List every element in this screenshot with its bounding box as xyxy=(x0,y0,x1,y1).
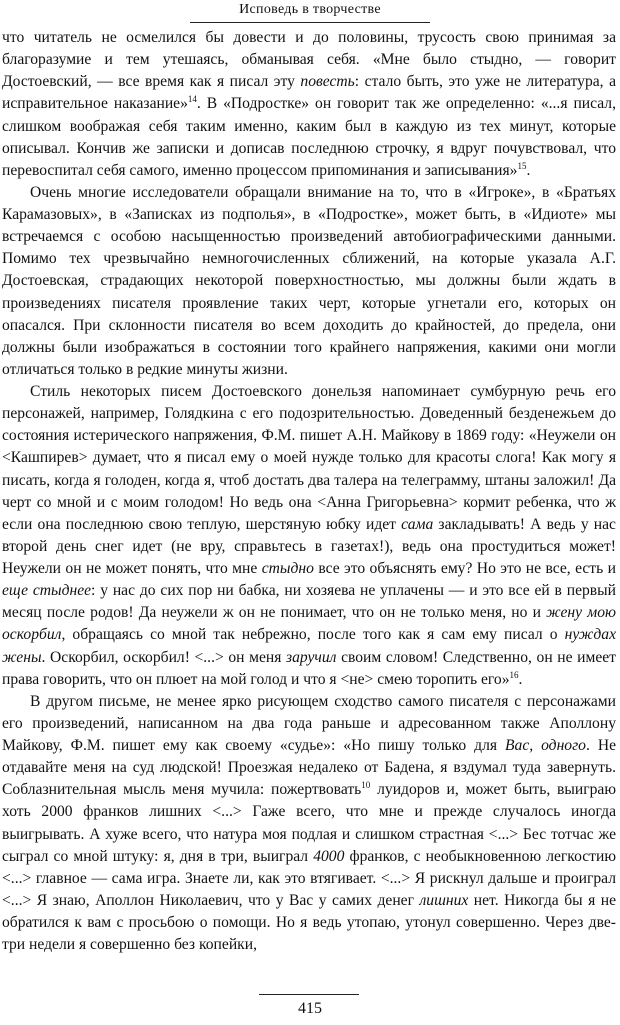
footnote-ref: 16 xyxy=(509,669,519,680)
text-run: , обращаясь со мной так небрежно, после того как я сам ему писал о xyxy=(61,626,565,644)
header-rule xyxy=(190,22,430,23)
text-run: Очень многие исследователи обращали внимание на то, что в «Игроке», в «Братьях Карамазовых», в «Записках из подполья», в «Подростке», может быть, в «Идиоте» мы встречаемся с особою насыщенностью произведений автобиографическими данными. Помимо тех чрезвычайно немногочисленных сближений, на которые указала А.Г. Достоевская, страдающих некоторой поверхностностью, мы должны были ждать в произведениях писателя проявление таких черт, которые угнетали его, которых он опасался. При склонности писателя во всем доходить до крайностей, до предела, они должны были изображаться в состоянии того крайнего напряжения, какими они могли отличаться только в редкие минуты жизни. xyxy=(2,183,616,378)
text-run: что читатель не осмелился бы довести и до половины, трусость свою принимая за благоразумие и тем утешаясь, обманывая себя. «Мне было стыдно, — говорит Достоевский, — все время как я писал эту xyxy=(2,29,616,91)
text-run: закладывать! А ведь у нас второй день снег идет (не вру, справьтесь в газетах!), ведь она простудиться может! Неужели он не может понять, что мне xyxy=(2,515,616,577)
text-run: . В «Подростке» он говорит так же определенно: «...я писал, слишком воображая себя таким именно, каким был в каждую из тех минут, которые описывал. Кончив же записки и дописав последнюю строчку, я вдруг почувствовал, что перевоспитал себя самого, именно процессом припоминания и записывания» xyxy=(2,95,616,179)
paragraph xyxy=(2,381,616,691)
footnote-ref: 10 xyxy=(361,780,371,791)
text-run: все это объяснять ему? Но это не все, есть и xyxy=(313,560,616,577)
italic-text: еще стыднее xyxy=(2,582,92,600)
text-run: . xyxy=(518,670,523,688)
footnote-ref: 15 xyxy=(517,160,527,171)
footer-rule xyxy=(259,994,359,995)
text-run: . Оскорбил, оскорбил! <...> он меня xyxy=(41,648,287,666)
italic-text: повесть xyxy=(300,73,355,91)
text-run: . Не отдавайте меня на суд людской! Проезжая недалеко от Бадена, я вздумал туда завернуть. Соблазнительная мысль меня мучила: пожертвовать xyxy=(2,737,617,799)
text-run: : у нас до сих пор ни бабка, ни хозяева не уплачены — и это все ей в первый месяц после родов! Да неужели ж он не понимает, что он не только меня, но и xyxy=(2,582,616,622)
text-run: франков, с необыкновенною легкостию <...> главное — сама игра. Знаете ли, как это втягивает. <...> Я рискнул дальше и проиграл <...> Я знаю, Аполлон Николаевич, что у Вас у самих денег xyxy=(2,847,616,909)
text-run: луидоров и, может быть, выиграю хоть 2000 франков лишних <...> Гаже всего, что мне и прежде случалось иногда выигрывать. А хуже всего, что натура моя подлая и слишком страстная <...> Бес тотчас же сыграл со мной штуку: я, дня в три, выиграл xyxy=(2,781,616,865)
text-run: своим словом! Следственно, он не имеет права говорить, что он плюет на мой голод и что я <не> смею торопить его» xyxy=(2,648,616,688)
italic-text: лишних xyxy=(419,891,469,909)
paragraph xyxy=(2,182,616,381)
text-run: В другом письме, не менее ярко рисующем сходство самого писателя с персонажами его произведений, написанном на два года раньше и адресованном также Аполлону Майкову, Ф.М. пишет ему как своему «судье»: «Но пишу только для xyxy=(2,692,616,754)
paragraph xyxy=(2,691,616,957)
text-run: : стало быть, это уже не литература, а исправительное наказание» xyxy=(2,73,616,113)
italic-text: Вас, одного xyxy=(505,737,586,754)
italic-text: заручил xyxy=(286,648,337,666)
italic-text: нуждах жены xyxy=(2,626,616,666)
body-text xyxy=(2,27,616,956)
paragraph xyxy=(2,27,616,182)
italic-text: 4000 xyxy=(313,847,345,865)
italic-text: жену мою оскорбил xyxy=(2,604,616,644)
italic-text: стыдно xyxy=(261,560,314,577)
footnote-ref: 14 xyxy=(187,94,197,105)
page-number: 415 xyxy=(298,1000,322,1017)
text-run: Стиль некоторых писем Достоевского донельзя напоминает сумбурную речь его персонажей, например, Голядкина с его подозрительностью. Доведенный безденежьем до состояния истерического напряжения, Ф.М. пишет А.Н. Майкову в 1869 году: «Неужели он <Кашпирев> думает, что я писал ему о моей нужде только для красоты слога! Как могу я писать, когда я голоден, когда я, чтоб достать два талера на телеграмму, штаны заложил! Да черт со мной и с моим голодом! Но ведь она <Анна Григорьевна> кормит ребенка, что ж если она последнюю свою теплую, шерстяную юбку идет xyxy=(2,383,616,533)
text-run: . xyxy=(526,161,531,179)
running-head: Исповедь в творчестве xyxy=(239,2,381,17)
text-run: нет. Никогда бы я не обратился к вам с просьбою о помощи. Но я ведь утопаю, утонул совершенно. Через две-три недели я совершенно без копейки, xyxy=(2,891,616,954)
italic-text: сама xyxy=(401,515,434,533)
